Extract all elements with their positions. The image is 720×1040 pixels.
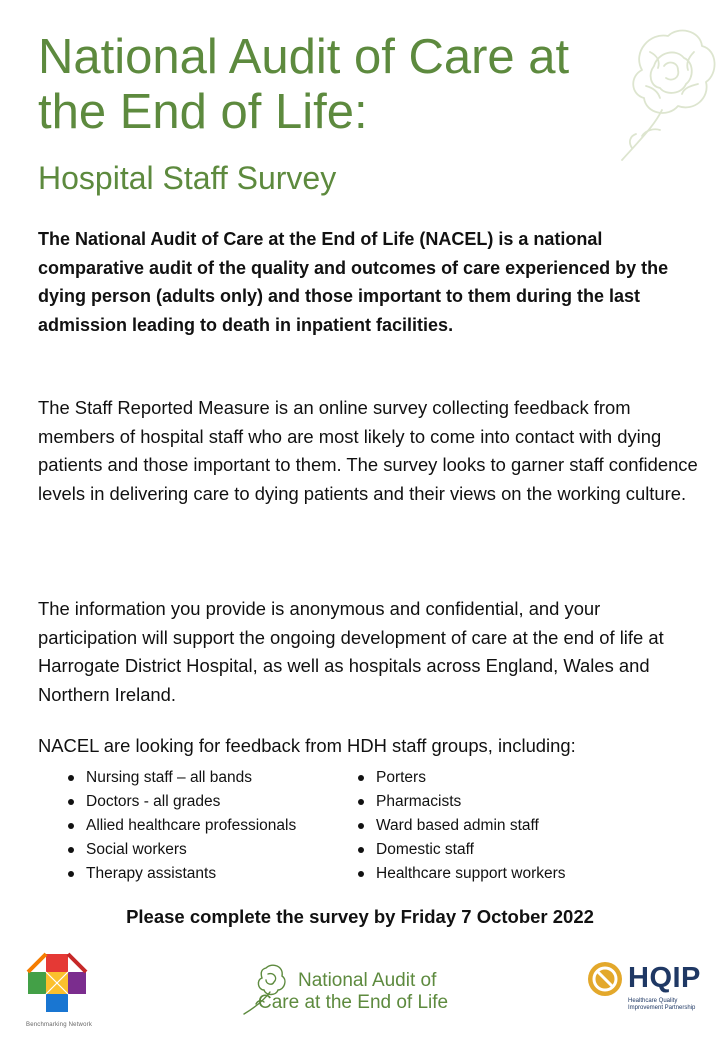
list-item: Social workers bbox=[66, 838, 296, 862]
intro-paragraph: The National Audit of Care at the End of Life (NACEL) is a national comparative audit of the quality and outcomes of care experienced by the dying person (adults only) and those important to them during the last admission leading to death in inpatient facilities. bbox=[38, 229, 669, 335]
staff-measure-paragraph: The Staff Reported Measure is an online survey collecting feedback from members of hospital staff who are most likely to come into contact with dying patients and those important to them. The survey looks to garner staff confidence levels in delivering care to dying patients and their views on the working culture. bbox=[38, 397, 698, 504]
list-item: Nursing staff – all bands bbox=[66, 766, 296, 790]
list-item: Porters bbox=[356, 766, 566, 790]
list-item: Domestic staff bbox=[356, 838, 566, 862]
hqip-subtitle bbox=[628, 998, 708, 1012]
nacel-logo-text bbox=[258, 970, 448, 1014]
nacel-logo-line-2: Care at the End of Life bbox=[258, 992, 449, 1013]
staff-groups-lead: NACEL are looking for feedback from HDH staff groups, including: bbox=[38, 735, 576, 756]
deadline-notice: Please complete the survey by Friday 7 October 2022 bbox=[126, 906, 594, 927]
list-item: Pharmacists bbox=[356, 790, 566, 814]
hqip-wordmark: HQIP bbox=[628, 962, 701, 994]
benchmarking-caption: Benchmarking Network bbox=[26, 1022, 93, 1028]
nacel-logo bbox=[238, 960, 464, 1018]
staff-groups-list-left bbox=[66, 766, 296, 886]
staff-groups-list-right bbox=[356, 766, 566, 886]
list-item: Healthcare support workers bbox=[356, 862, 566, 886]
title-line-1: National Audit of Care at bbox=[38, 30, 570, 84]
list-item: Allied healthcare professionals bbox=[66, 814, 296, 838]
hqip-logo bbox=[584, 958, 704, 1020]
hqip-subtitle-line-1: Healthcare Quality bbox=[628, 998, 678, 1004]
page-subtitle: Hospital Staff Survey bbox=[38, 160, 337, 196]
page-title bbox=[38, 30, 569, 140]
nacel-logo-line-1: National Audit of bbox=[298, 970, 437, 991]
list-item: Therapy assistants bbox=[66, 862, 296, 886]
list-item: Ward based admin staff bbox=[356, 814, 566, 838]
confidentiality-paragraph: The information you provide is anonymous and confidential, and your participation will support the ongoing development of care at the end of life at Harrogate District Hospital, as well as hospitals across England, Wales and Northern Ireland. bbox=[38, 598, 664, 705]
hqip-mark-icon bbox=[586, 960, 624, 998]
hqip-subtitle-line-2: Improvement Partnership bbox=[628, 1005, 696, 1011]
rose-outline-icon bbox=[602, 22, 720, 172]
list-item: Doctors - all grades bbox=[66, 790, 296, 814]
title-line-2: the End of Life: bbox=[38, 85, 368, 139]
benchmarking-network-logo bbox=[24, 950, 90, 1016]
